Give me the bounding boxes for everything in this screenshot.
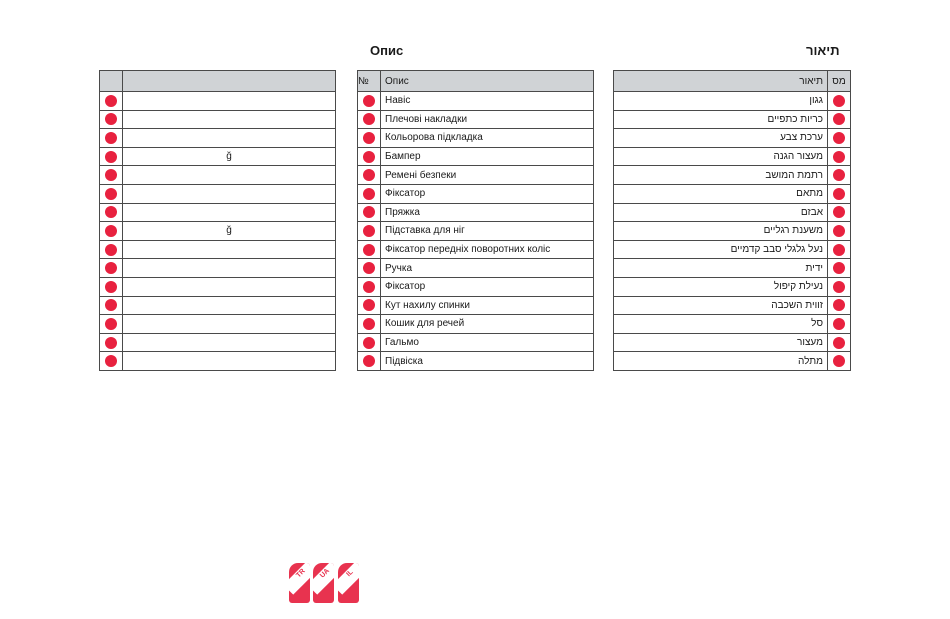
header-description: תיאור: [614, 71, 828, 92]
marker-dot-icon: [105, 188, 117, 200]
marker-cell: [100, 352, 123, 371]
part-description: משענת רגליים: [614, 222, 828, 241]
title-ua: Опис: [370, 43, 404, 58]
marker-dot-icon: [833, 113, 845, 125]
marker-dot-icon: [833, 225, 845, 237]
part-description: [123, 277, 336, 296]
header-description: [123, 71, 336, 92]
table-row: [358, 203, 594, 222]
table-row: [358, 147, 594, 166]
header-number: [100, 71, 123, 92]
table-row: [358, 166, 594, 185]
marker-cell: [100, 277, 123, 296]
part-description: מעצור: [614, 333, 828, 352]
part-description: גגון: [614, 92, 828, 111]
marker-dot-icon: [105, 95, 117, 107]
table-row: [100, 222, 336, 241]
table-row: [358, 333, 594, 352]
part-description: ערכת צבע: [614, 129, 828, 148]
part-description: Навіс: [381, 92, 594, 111]
marker-cell: [828, 166, 851, 185]
marker-dot-icon: [363, 151, 375, 163]
marker-cell: [100, 259, 123, 278]
marker-dot-icon: [105, 337, 117, 349]
flag-label: IL: [345, 568, 355, 579]
marker-cell: [100, 203, 123, 222]
table-row: [358, 92, 594, 111]
part-description: [123, 110, 336, 129]
table-row: [100, 203, 336, 222]
table-row: [358, 184, 594, 203]
marker-dot-icon: [363, 337, 375, 349]
marker-dot-icon: [105, 299, 117, 311]
flag-il: [338, 563, 359, 603]
marker-cell: [100, 333, 123, 352]
marker-dot-icon: [105, 113, 117, 125]
part-description: [123, 352, 336, 371]
table-row: [614, 129, 851, 148]
table-row: [614, 222, 851, 241]
marker-dot-icon: [105, 132, 117, 144]
marker-dot-icon: [833, 244, 845, 256]
table-row: [100, 315, 336, 334]
table-row: [100, 333, 336, 352]
header-description: Опис: [381, 71, 594, 92]
marker-cell: [358, 259, 381, 278]
marker-dot-icon: [833, 318, 845, 330]
marker-cell: [828, 147, 851, 166]
marker-dot-icon: [105, 225, 117, 237]
part-description: Фіксатор: [381, 277, 594, 296]
table-row: [100, 147, 336, 166]
table-row: [358, 296, 594, 315]
part-description: [123, 333, 336, 352]
marker-dot-icon: [105, 206, 117, 218]
marker-cell: [100, 222, 123, 241]
part-description: Фіксатор передніх поворотних коліс: [381, 240, 594, 259]
marker-cell: [100, 147, 123, 166]
marker-dot-icon: [833, 337, 845, 349]
part-description: [123, 166, 336, 185]
part-description: [123, 129, 336, 148]
part-description: Бампер: [381, 147, 594, 166]
table-row: [100, 110, 336, 129]
marker-cell: [828, 110, 851, 129]
table-row: [100, 129, 336, 148]
part-description: כריות כתפיים: [614, 110, 828, 129]
marker-dot-icon: [105, 244, 117, 256]
marker-cell: [100, 92, 123, 111]
part-description: מתלה: [614, 352, 828, 371]
marker-cell: [358, 147, 381, 166]
marker-cell: [358, 333, 381, 352]
part-description: נעילת קיפול: [614, 277, 828, 296]
marker-cell: [358, 240, 381, 259]
marker-dot-icon: [833, 188, 845, 200]
part-description: Кольорова підкладка: [381, 129, 594, 148]
marker-dot-icon: [363, 206, 375, 218]
marker-dot-icon: [833, 132, 845, 144]
part-description: Кут нахилу спинки: [381, 296, 594, 315]
marker-cell: [358, 92, 381, 111]
marker-cell: [828, 259, 851, 278]
part-description: Ручка: [381, 259, 594, 278]
table-row: [614, 240, 851, 259]
part-description: רתמת המושב: [614, 166, 828, 185]
marker-cell: [100, 110, 123, 129]
marker-dot-icon: [833, 151, 845, 163]
parts-table-ua: [357, 70, 594, 371]
marker-dot-icon: [363, 95, 375, 107]
part-description: סל: [614, 315, 828, 334]
table-row: [358, 240, 594, 259]
part-description: [123, 315, 336, 334]
part-description: [123, 259, 336, 278]
part-description: Плечові накладки: [381, 110, 594, 129]
part-description: [123, 184, 336, 203]
marker-cell: [358, 166, 381, 185]
part-description: [123, 203, 336, 222]
table-row: [358, 315, 594, 334]
flag-ua: [313, 563, 334, 603]
table-row: [358, 259, 594, 278]
part-description: ğ: [123, 222, 336, 241]
part-description: זווית השכבה: [614, 296, 828, 315]
part-description: Підвіска: [381, 352, 594, 371]
marker-dot-icon: [105, 262, 117, 274]
marker-cell: [358, 352, 381, 371]
marker-cell: [100, 129, 123, 148]
table-row: [614, 203, 851, 222]
marker-cell: [100, 315, 123, 334]
part-description: ğ: [123, 147, 336, 166]
marker-dot-icon: [363, 299, 375, 311]
header-number: מס: [828, 71, 851, 92]
marker-cell: [100, 240, 123, 259]
title-il: תיאור: [806, 43, 840, 58]
part-description: Ремені безпеки: [381, 166, 594, 185]
table-row: [614, 277, 851, 296]
marker-dot-icon: [363, 225, 375, 237]
marker-dot-icon: [363, 169, 375, 181]
part-description: Гальмо: [381, 333, 594, 352]
part-description: מתאם: [614, 184, 828, 203]
table-row: [614, 184, 851, 203]
marker-cell: [358, 277, 381, 296]
marker-dot-icon: [105, 151, 117, 163]
marker-dot-icon: [833, 95, 845, 107]
marker-cell: [828, 352, 851, 371]
marker-cell: [828, 184, 851, 203]
marker-dot-icon: [833, 299, 845, 311]
marker-dot-icon: [105, 169, 117, 181]
marker-dot-icon: [833, 169, 845, 181]
marker-cell: [358, 129, 381, 148]
marker-dot-icon: [105, 355, 117, 367]
marker-cell: [358, 315, 381, 334]
parts-table-tr: [99, 70, 336, 371]
marker-cell: [100, 296, 123, 315]
flag-label: TR: [295, 567, 307, 580]
marker-dot-icon: [833, 206, 845, 218]
part-description: [123, 296, 336, 315]
part-description: Фіксатор: [381, 184, 594, 203]
marker-cell: [828, 296, 851, 315]
marker-dot-icon: [363, 355, 375, 367]
marker-cell: [100, 184, 123, 203]
marker-dot-icon: [363, 281, 375, 293]
table-row: [100, 166, 336, 185]
part-description: מעצור הגנה: [614, 147, 828, 166]
table-row: [614, 296, 851, 315]
table-row: [358, 352, 594, 371]
table-row: [614, 333, 851, 352]
part-description: Підставка для ніг: [381, 222, 594, 241]
table-row: [100, 296, 336, 315]
marker-dot-icon: [105, 281, 117, 293]
marker-cell: [828, 315, 851, 334]
table-row: [100, 277, 336, 296]
marker-dot-icon: [363, 113, 375, 125]
marker-cell: [828, 129, 851, 148]
table-row: [614, 92, 851, 111]
table-row: [614, 352, 851, 371]
table-row: [358, 277, 594, 296]
marker-cell: [828, 333, 851, 352]
table-row: [100, 352, 336, 371]
marker-dot-icon: [363, 132, 375, 144]
marker-cell: [828, 92, 851, 111]
marker-dot-icon: [833, 355, 845, 367]
marker-cell: [358, 203, 381, 222]
table-row: [100, 240, 336, 259]
marker-cell: [100, 166, 123, 185]
marker-cell: [828, 203, 851, 222]
marker-dot-icon: [105, 318, 117, 330]
marker-cell: [828, 277, 851, 296]
part-description: [123, 92, 336, 111]
part-description: נעל גלגלי סבב קדמיים: [614, 240, 828, 259]
marker-dot-icon: [833, 262, 845, 274]
table-row: [358, 110, 594, 129]
flag-label: UA: [318, 567, 332, 580]
marker-cell: [358, 296, 381, 315]
marker-cell: [358, 110, 381, 129]
part-description: Кошик для речей: [381, 315, 594, 334]
marker-dot-icon: [363, 262, 375, 274]
part-description: ידית: [614, 259, 828, 278]
flag-tr: [289, 563, 310, 603]
marker-dot-icon: [363, 318, 375, 330]
table-row: [358, 129, 594, 148]
marker-cell: [828, 222, 851, 241]
table-row: [614, 147, 851, 166]
part-description: [123, 240, 336, 259]
table-row: [100, 259, 336, 278]
marker-dot-icon: [833, 281, 845, 293]
table-row: [100, 184, 336, 203]
table-row: [358, 222, 594, 241]
marker-cell: [358, 184, 381, 203]
marker-cell: [358, 222, 381, 241]
table-row: [614, 166, 851, 185]
marker-cell: [828, 240, 851, 259]
marker-dot-icon: [363, 188, 375, 200]
table-row: [614, 315, 851, 334]
table-row: [614, 259, 851, 278]
part-description: Пряжка: [381, 203, 594, 222]
table-row: [614, 110, 851, 129]
marker-dot-icon: [363, 244, 375, 256]
header-number: №: [358, 71, 381, 92]
part-description: אבזם: [614, 203, 828, 222]
parts-table-il: [613, 70, 851, 371]
table-row: [100, 92, 336, 111]
